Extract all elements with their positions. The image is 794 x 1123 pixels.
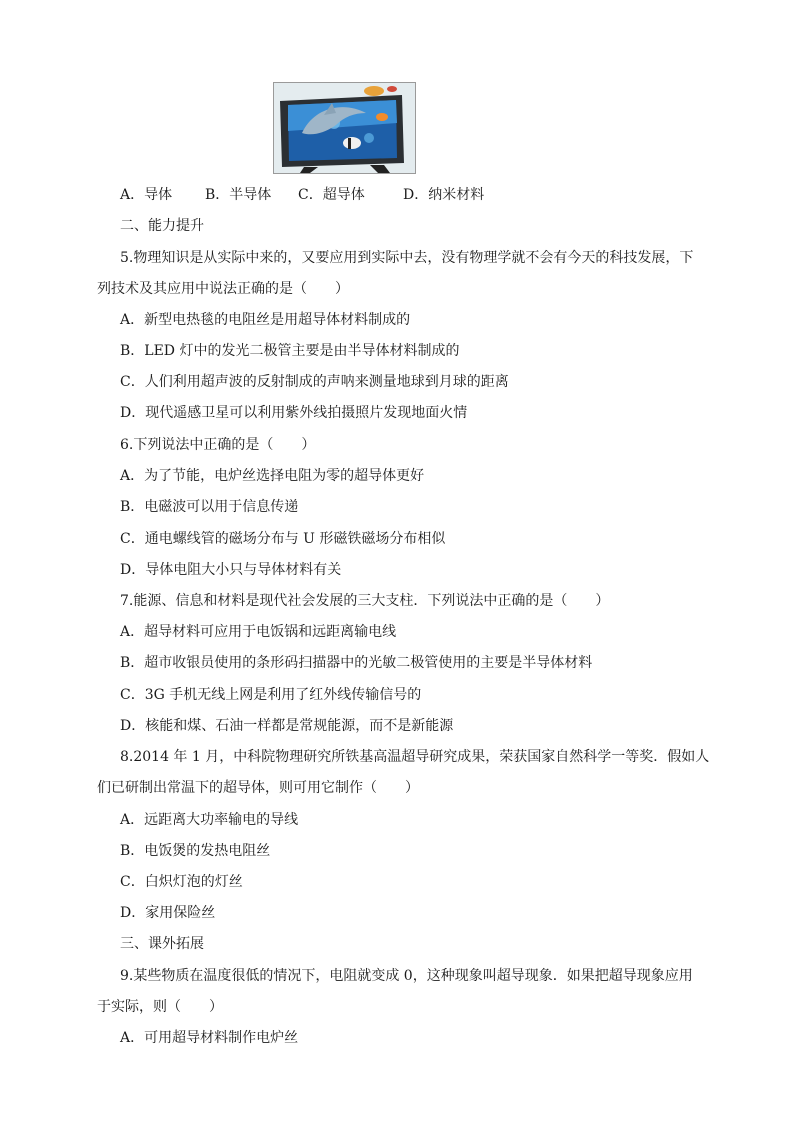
q8-stem-line-1: 8.2014 年 1 月，中科院物理研究所铁基高温超导研究成果，荣获国家自然科学一等奖．假如人 [120, 749, 710, 765]
q4-option-a: A．导体 [120, 187, 173, 203]
q7-option-b: B．超市收银员使用的条形码扫描器中的光敏二极管使用的主要是半导体材料 [120, 655, 593, 671]
q7-option-a: A．超导材料可应用于电饭锅和远距离输电线 [120, 624, 397, 640]
q8-option-d: D．家用保险丝 [120, 905, 216, 921]
q7-option-d: D．核能和煤、石油一样都是常规能源，而不是新能源 [120, 718, 454, 734]
section-heading-extension: 三、课外拓展 [120, 936, 204, 952]
q6-option-d: D．导体电阻大小只与导体材料有关 [120, 562, 342, 578]
section-heading-ability: 二、能力提升 [120, 218, 204, 234]
q5-option-c: C．人们利用超声波的反射制成的声呐来测量地球到月球的距离 [120, 374, 509, 390]
q6-stem: 6.下列说法中正确的是（ ） [120, 437, 316, 453]
q9-stem-line-1: 9.某些物质在温度很低的情况下，电阻就变成 0，这种现象叫超导现象．如果把超导现象应用 [120, 968, 693, 984]
q9-option-a: A．可用超导材料制作电炉丝 [120, 1030, 299, 1046]
q4-option-b: B．半导体 [205, 187, 272, 203]
phone-dolphin-image [274, 83, 415, 173]
q7-option-c: C．3G 手机无线上网是利用了红外线传输信号的 [120, 687, 422, 703]
q4-option-c: C．超导体 [298, 187, 365, 203]
q7-stem: 7.能源、信息和材料是现代社会发展的三大支柱．下列说法中正确的是（ ） [120, 593, 610, 609]
q8-option-c: C．白炽灯泡的灯丝 [120, 874, 243, 890]
q6-option-b: B．电磁波可以用于信息传递 [120, 499, 299, 515]
q4-option-d: D．纳米材料 [403, 187, 485, 203]
phone-3d-dolphin-figure [273, 82, 416, 174]
q8-option-b: B．电饭煲的发热电阻丝 [120, 843, 271, 859]
q6-option-a: A．为了节能，电炉丝选择电阻为零的超导体更好 [120, 468, 425, 484]
q5-option-d: D．现代遥感卫星可以利用紫外线拍摄照片发现地面火情 [120, 405, 468, 421]
q5-option-a: A．新型电热毯的电阻丝是用超导体材料制成的 [120, 312, 411, 328]
q8-stem-line-2: 们已研制出常温下的超导体，则可用它制作（ ） [97, 780, 419, 796]
q6-option-c: C．通电螺线管的磁场分布与 U 形磁铁磁场分布相似 [120, 531, 446, 547]
q8-option-a: A．远距离大功率输电的导线 [120, 812, 299, 828]
q5-stem-line-1: 5.物理知识是从实际中来的，又要应用到实际中去，没有物理学就不会有今天的科技发展，下 [120, 250, 694, 266]
q5-stem-line-2: 列技术及其应用中说法正确的是（ ） [97, 281, 349, 297]
q9-stem-line-2: 于实际，则（ ） [97, 999, 223, 1015]
q5-option-b: B．LED 灯中的发光二极管主要是由半导体材料制成的 [120, 343, 460, 359]
